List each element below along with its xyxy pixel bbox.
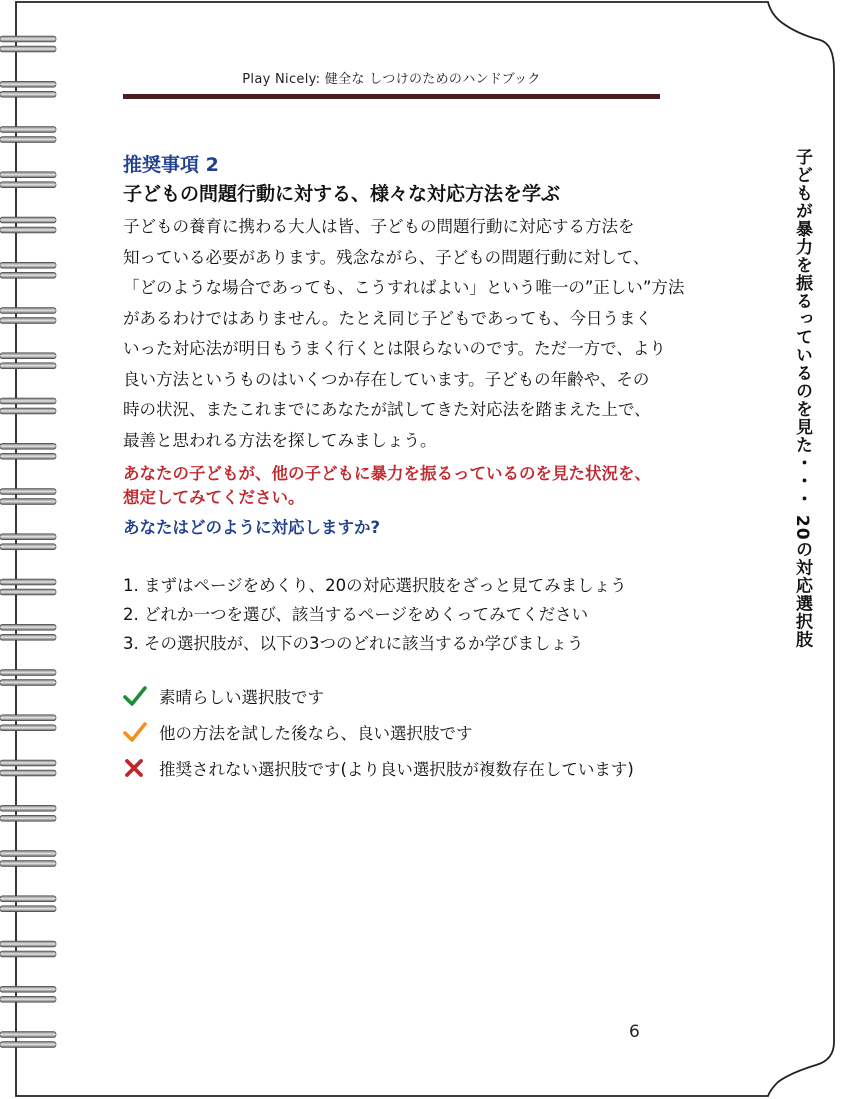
body-paragraph	[123, 212, 683, 456]
binding-ring	[0, 760, 56, 776]
body-line: 良い方法というものはいくつか存在しています。子どもの年齢や、その	[123, 369, 650, 389]
legend-label: 他の方法を試した後なら、良い選択肢です	[159, 724, 473, 743]
question-text: あなたはどのように対応しますか?	[123, 518, 381, 537]
binding-ring	[0, 624, 56, 640]
legend-label: 推奨されない選択肢です(より良い選択肢が複数存在しています)	[159, 760, 634, 779]
legend-item-good-after	[123, 714, 634, 750]
recommendation-number: 推奨事項 2	[123, 154, 219, 176]
binding-ring	[0, 172, 56, 188]
scenario-line: あなたの子どもが、他の子どもに暴力を振るっているのを見た状況を、	[123, 464, 651, 483]
binding-ring	[0, 1032, 56, 1048]
binding-ring	[0, 805, 56, 821]
binding-ring	[0, 398, 56, 414]
recommendation-title: 子どもの問題行動に対する、様々な対応方法を学ぶ	[123, 183, 561, 205]
page-header-title: Play Nicely: 健全な しつけのためのハンドブック	[242, 72, 541, 87]
binding-ring	[0, 579, 56, 595]
body-line: 最善と思われる方法を探してみましょう。	[123, 430, 437, 450]
binding-ring	[0, 81, 56, 97]
binding-ring	[0, 217, 56, 233]
step-item: 3. その選択肢が、以下の3つのどれに該当するか学びましょう	[123, 634, 584, 653]
binding-ring	[0, 670, 56, 686]
check-icon	[123, 685, 159, 707]
page-number: 6	[629, 1022, 640, 1042]
legend-list	[123, 678, 634, 786]
steps-list	[123, 571, 627, 658]
check-icon	[123, 721, 159, 743]
scenario-line: 想定してみてください。	[123, 488, 305, 507]
legend-item-excellent	[123, 678, 634, 714]
header-divider	[123, 94, 660, 99]
binding-ring	[0, 489, 56, 505]
body-line: 子どもの養育に携わる大人は皆、子どもの問題行動に対応する方法を	[123, 217, 635, 236]
body-line: 「どのような場合であっても、こうすればよい」という唯一の”正しい”方法	[123, 278, 685, 297]
binding-ring	[0, 896, 56, 912]
body-line: いった対応法が明日もうまく行くとは限らないのです。ただ一方で、より	[123, 339, 666, 358]
binding-ring	[0, 308, 56, 324]
body-line: 知っている必要があります。残念ながら、子どもの問題行動に対して、	[123, 247, 650, 267]
step-item: 2. どれか一つを選び、該当するページをめくってみてください	[123, 605, 589, 624]
binding-ring	[0, 36, 56, 52]
binding-ring	[0, 851, 56, 867]
binding-ring	[0, 941, 56, 957]
step-item: 1. まずはページをめくり、20の対応選択肢をざっと見てみましょう	[123, 576, 627, 595]
binding-ring	[0, 262, 56, 278]
legend-item-not-recommended	[123, 750, 634, 786]
legend-label: 素晴らしい選択肢です	[159, 688, 324, 707]
binding-ring	[0, 715, 56, 731]
body-line: 時の状況、またこれまでにあなたが試してきた対応法を踏まえた上で、	[123, 400, 651, 419]
spiral-binding	[0, 0, 70, 1099]
binding-ring	[0, 443, 56, 459]
side-chapter-label: 子どもが暴力を振るっているのを見た・・・ 20の対応選択肢	[792, 148, 812, 649]
binding-ring	[0, 353, 56, 369]
x-icon	[123, 757, 159, 779]
scenario-text	[123, 462, 651, 510]
binding-ring	[0, 127, 56, 143]
binding-ring	[0, 986, 56, 1002]
binding-ring	[0, 534, 56, 550]
body-line: があるわけではありません。たとえ同じ子どもであっても、今日うまく	[123, 308, 652, 328]
